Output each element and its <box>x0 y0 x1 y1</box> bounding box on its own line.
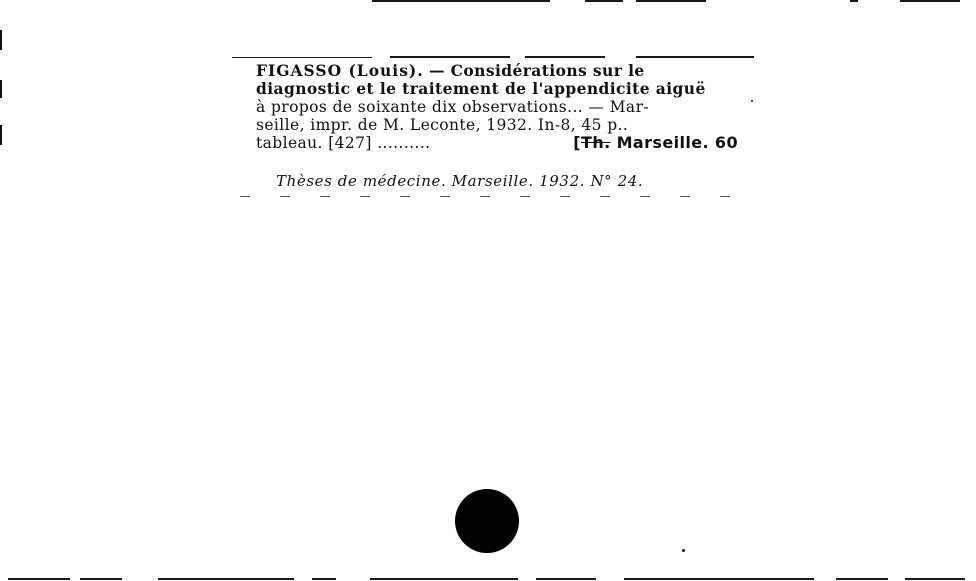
entry-line-2: diagnostic et le traitement de l'appendicite aiguë <box>256 79 706 98</box>
shelf-mark-th: Th. <box>581 133 611 152</box>
entry-line-3: à propos de soixante dix observations... — Mar- <box>256 98 650 116</box>
author-name: FIGASSO (Louis). <box>256 61 424 80</box>
series-note: Thèses de médecine. Marseille. 1932. N° 24. <box>276 172 644 190</box>
bibliographic-entry <box>256 62 738 152</box>
top-rule <box>850 0 858 2</box>
entry-top-rule <box>390 56 510 58</box>
entry-line-1 <box>256 62 738 80</box>
bottom-rule <box>370 578 518 580</box>
punch-hole <box>455 489 519 553</box>
entry-line-4: seille, impr. de M. Leconte, 1932. In-8, 45 p.. <box>256 116 629 134</box>
bottom-rule <box>80 578 122 580</box>
bottom-rule <box>836 578 888 580</box>
bottom-rule <box>158 578 294 580</box>
scan-speck <box>751 100 753 102</box>
bottom-rule <box>312 578 336 580</box>
title-start: — Considérations sur le <box>428 61 645 80</box>
left-edge-mark <box>0 80 2 98</box>
top-rule <box>636 0 706 2</box>
entry-line-5 <box>256 134 738 152</box>
bottom-rule <box>536 578 596 580</box>
entry-bottom-rule <box>240 196 740 197</box>
collation-text: tableau. [427] .......... <box>256 134 431 152</box>
entry-top-rule <box>232 57 372 58</box>
bottom-rule <box>624 578 814 580</box>
entry-top-rule <box>525 56 605 58</box>
shelf-mark-place: Marseille. 60 <box>616 133 738 152</box>
shelf-mark: [Th. Marseille. 60 <box>573 133 738 152</box>
left-edge-mark <box>0 30 2 50</box>
left-edge-mark <box>0 125 2 145</box>
entry-top-rule <box>636 56 754 58</box>
scan-speck <box>682 549 685 552</box>
top-rule <box>372 0 550 2</box>
top-rule <box>585 0 623 2</box>
top-rule <box>900 0 960 2</box>
bottom-rule <box>905 578 965 580</box>
bottom-rule <box>8 578 70 580</box>
